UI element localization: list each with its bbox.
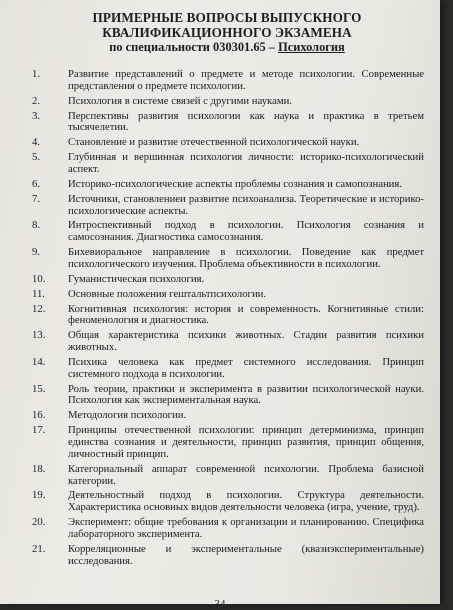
question-item: [30, 137, 424, 149]
page-number: 34: [214, 598, 226, 610]
question-item: [30, 274, 424, 286]
question-item: [30, 425, 424, 460]
question-number: 2.: [32, 94, 41, 107]
question-number: 13.: [32, 329, 46, 342]
question-number: 18.: [32, 462, 46, 475]
question-number: 15.: [32, 382, 46, 395]
question-text: Психология в системе связей с другими науками.: [68, 94, 292, 107]
question-text: Глубинная и вершинная психология личности: историко-психологический аспект.: [68, 151, 424, 175]
question-item: [30, 544, 424, 568]
question-number: 16.: [32, 409, 46, 422]
question-text: Когнитивная психология: история и современность. Когнитивные стили: феноменология и диагностика.: [68, 302, 424, 327]
question-number: 8.: [32, 219, 41, 232]
question-number: 14.: [32, 355, 46, 368]
specialty-code: по специальности 030301.65 –: [109, 40, 279, 54]
question-number: 7.: [32, 192, 41, 205]
question-item: [30, 152, 424, 176]
question-number: 21.: [32, 542, 46, 555]
question-item: [30, 357, 424, 381]
question-item: [30, 384, 424, 408]
question-text: Эксперимент: общие требования к организации и планированию. Специфика лабораторного эксперимента.: [68, 516, 424, 540]
question-text: Перспективы развития психологии как наука и практика в третьем тысячелетии.: [68, 109, 424, 134]
question-text: Психика человека как предмет системного исследования. Принцип системного подхода в психологии.: [68, 355, 424, 380]
title-line-2: КВАЛИФИКАЦИОННОГО ЭКЗАМЕНА: [102, 25, 352, 40]
question-text: Общая характеристика психики животных. Стадии развития психики животных.: [68, 329, 424, 354]
question-item: [30, 289, 424, 301]
question-number: 4.: [32, 136, 41, 149]
title-line-1: ПРИМЕРНЫЕ ВОПРОСЫ ВЫПУСКНОГО: [92, 10, 362, 25]
question-number: 12.: [32, 302, 46, 315]
question-item: [30, 330, 424, 354]
question-text: Историко-психологические аспекты проблемы сознания и самопознания.: [68, 177, 402, 190]
question-number: 9.: [32, 246, 41, 259]
question-number: 5.: [32, 151, 41, 164]
questions-list: [30, 69, 424, 567]
question-text: Источники, становлениеи развитие психоанализа. Теоретические и историко-психологические аспекты.: [68, 192, 424, 217]
question-item: [30, 410, 424, 422]
question-text: Деятельностный подход в психологии. Структура деятельности. Характеристика основных видов деятельности человека (игра, учение, труд).: [68, 489, 424, 514]
question-text: Бихевиоральное направление в психологии. Поведение как предмет психологического изучения. Проблема объективности в психологии.: [68, 246, 424, 270]
question-text: Категориальный аппарат современной психологии. Проблема базисной категории.: [68, 462, 424, 487]
specialty-name: Психология: [278, 40, 345, 54]
question-text: Интроспективный подход в психологии. Психология сознания и самосознания. Диагностика самосознания.: [68, 219, 424, 244]
question-item: [30, 517, 424, 541]
question-item: [30, 490, 424, 514]
question-text: Основные положения гештальтпсихологии.: [68, 287, 267, 300]
document-header: [30, 10, 424, 55]
question-text: Гуманистическая психология.: [68, 272, 205, 285]
question-number: 6.: [32, 177, 41, 190]
question-number: 11.: [32, 287, 45, 300]
question-item: [30, 220, 424, 244]
question-number: 19.: [32, 489, 46, 502]
question-item: [30, 304, 424, 328]
question-number: 20.: [32, 516, 46, 529]
question-item: [30, 194, 424, 218]
question-text: Развитие представлений о предмете и методе психологии. Современные представления о предмете психологии.: [68, 68, 424, 92]
question-item: [30, 179, 424, 191]
title-line-3: [30, 40, 424, 55]
question-text: Принципы отечественной психологии: принцип детерминизма, принцип единства сознания и деятельности, принцип развития, принцип общения, личностный принцип.: [68, 424, 424, 460]
question-item: [30, 96, 424, 108]
question-number: 10.: [32, 272, 46, 285]
question-text: Методология психологии.: [68, 409, 187, 422]
question-item: [30, 69, 424, 93]
question-item: [30, 464, 424, 488]
question-number: 17.: [32, 424, 46, 437]
question-text: Становление и развитие отечественной психологической науки.: [68, 136, 360, 149]
question-item: [30, 111, 424, 135]
question-item: [30, 247, 424, 271]
question-text: Корреляционные и экспериментальные (квазиэкспериментальные) исследования.: [68, 542, 424, 567]
question-number: 1.: [32, 68, 41, 80]
question-number: 3.: [32, 109, 41, 122]
question-text: Роль теории, практики и эксперимента в развитии психологической науки. Психология как экспериментальная наука.: [68, 382, 424, 407]
